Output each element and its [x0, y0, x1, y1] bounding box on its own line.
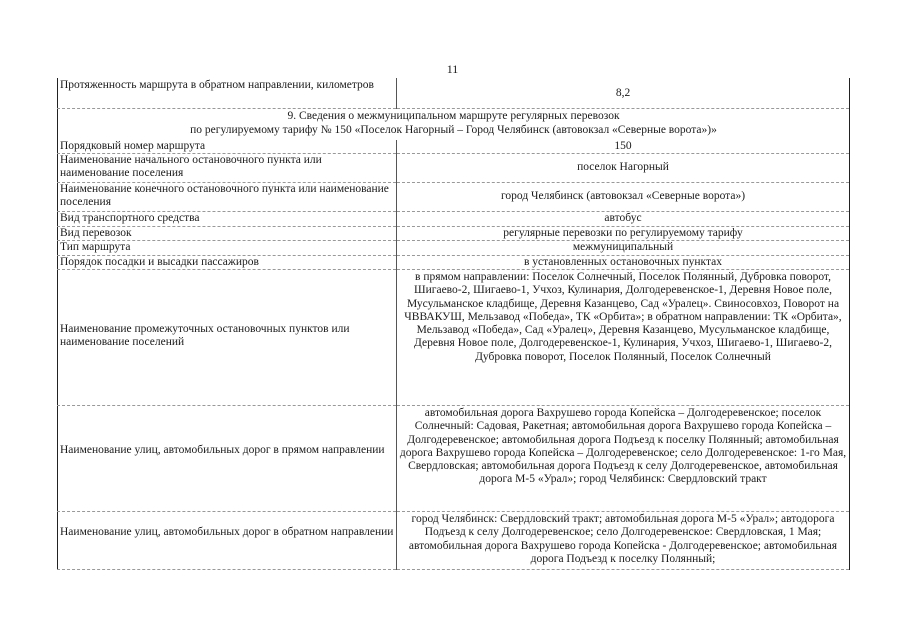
row-divider	[57, 405, 396, 406]
row-divider	[57, 108, 396, 109]
row-streets-forward-value: автомобильная дорога Вахрушево города Копейска – Долгодеревенское; поселок Солнечный: Садовая, Ракетная; автомобильная дорога Вахрушево города Копейска – Долгодеревенское; автомобильная дорога Подъезд к поселку Полянный; автомобильная дорога Вахрушево города Копейска – Долгодеревенское; село Долгодеревенское: 1-го Мая, Свердловская; автомобильная дорога Подъезд к селу Долгодеревенское, автомобильная дорога М-5 «Урал»; город Челябинск: Свердловский тракт	[399, 407, 847, 486]
table-left-border	[57, 78, 58, 570]
section-title-line-2: по регулируемому тарифу № 150 «Поселок Нагорный – Город Челябинск (автовокзал «Северные ворота»)»	[190, 124, 717, 136]
row-boarding-value: в установленных остановочных пунктах	[523, 256, 723, 268]
row-route-number-value: 150	[614, 140, 632, 152]
row-intermediate-stops-value: в прямом направлении: Поселок Солнечный, Поселок Полянный, Дубровка поворот, Шигаево-2, Шигаево-1, Учхоз, Кулинария, Долгодеревенское-1, Деревня Новое поле, Мусульманское кладбище, Деревня Казанцево, Сад «Уралец». Свиносовхоз, Поворот на ЧВВАКУШ, Мельзавод «Победа», ТК «Орбита»; в обратном направлении: ТК «Орбита», Мельзавод «Победа», Сад «Уралец», Деревня Казанцево, Мусульманское кладбище, Деревня Новое поле, Долгодеревенское-1, Кулинария, Учхоз, Шигаево-1, Шигаево-2, Дубровка поворот, Поселок Полянный, Поселок Солнечный	[404, 271, 842, 363]
row-start-point-label: Наименование начального остановочного пункта или наименование поселения	[60, 154, 322, 180]
row-route-type-label: Тип маршрута	[60, 241, 131, 253]
row-length-back-value: 8,2	[615, 87, 631, 99]
row-boarding-label: Порядок посадки и высадки пассажиров	[60, 256, 259, 268]
row-length-back-label: Протяженность маршрута в обратном направлении, километров	[60, 79, 374, 91]
row-vehicle-type-value: автобус	[604, 212, 642, 224]
row-divider	[57, 511, 396, 512]
column-divider	[396, 78, 397, 570]
row-end-point-value: город Челябинск (автовокзал «Северные ворота»)	[500, 190, 746, 202]
row-streets-forward-label: Наименование улиц, автомобильных дорог в прямом направлении	[60, 444, 385, 456]
row-vehicle-type-label: Вид транспортного средства	[60, 212, 200, 224]
row-divider	[397, 569, 849, 570]
row-streets-backward-label: Наименование улиц, автомобильных дорог в обратном направлении	[60, 526, 394, 538]
row-divider	[397, 511, 849, 512]
row-intermediate-stops-label: Наименование промежуточных остановочных пунктов или наименование поселений	[60, 323, 350, 349]
table-right-border	[849, 78, 850, 570]
row-divider	[397, 153, 849, 154]
row-divider	[397, 269, 849, 270]
row-route-number-label: Порядковый номер маршрута	[60, 140, 206, 152]
page-number: 11	[446, 62, 459, 76]
row-route-type-value: межмуниципальный	[572, 241, 674, 253]
section-title-line-1: 9. Сведения о межмуниципальном маршруте регулярных перевозок	[287, 110, 620, 122]
row-divider	[57, 269, 396, 270]
row-streets-backward-value: город Челябинск: Свердловский тракт; автомобильная дорога М-5 «Урал»; автодорога Подъезд к селу Долгодеревенское; село Долгодеревенское: Свердловская, 1 Мая; автомобильная дорога Вахрушево города Копейска - Долгодеревенское; автомобильная дорога Подъезд к поселку Полянный;	[408, 513, 838, 565]
row-transport-kind-value: регулярные перевозки по регулируемому тарифу	[503, 227, 743, 239]
row-end-point-label: Наименование конечного остановочного пункта или наименование поселения	[60, 183, 389, 209]
row-transport-kind-label: Вид перевозок	[60, 227, 132, 239]
row-divider	[397, 182, 849, 183]
row-start-point-value: поселок Нагорный	[577, 161, 669, 173]
row-divider	[397, 108, 849, 109]
row-divider	[57, 569, 396, 570]
row-divider	[397, 405, 849, 406]
